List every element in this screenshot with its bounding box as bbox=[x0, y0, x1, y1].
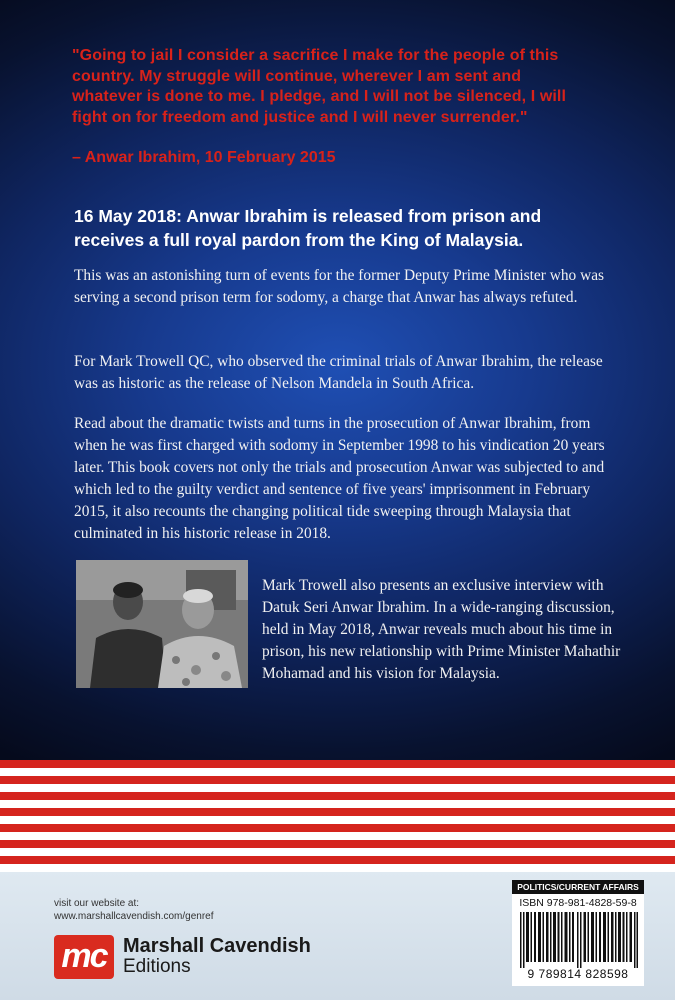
website-url: www.marshallcavendish.com/genref bbox=[54, 911, 214, 922]
headline: 16 May 2018: Anwar Ibrahim is released from prison and receives a full royal pardon from the King of Malaysia. bbox=[74, 206, 542, 250]
logo-mark: mc bbox=[61, 937, 107, 975]
blurb-paragraph: Read about the dramatic twists and turns in the prosecution of Anwar Ibrahim, from when he was first charged with sodomy in September 1998 to his vindication 20 years later. This book covers not only the trials and prosecution Anwar was subjected to and which led to the guilty verdict and sentence of five years' imprisonment in February 2015, it also recounts the changing political tide sweeping through Malaysia that culminated in his historic release in 2018. bbox=[74, 415, 605, 542]
category-label: POLITICS/CURRENT AFFAIRS bbox=[512, 880, 644, 894]
blurb-paragraph: For Mark Trowell QC, who observed the criminal trials of Anwar Ibrahim, the release was as historic as the release of Nelson Mandela in South Africa. bbox=[74, 353, 603, 392]
author-photo bbox=[76, 560, 248, 688]
ean-number: 9 789814 828598 bbox=[527, 967, 629, 981]
quote-attribution: – Anwar Ibrahim, 10 February 2015 bbox=[72, 149, 336, 166]
flag-stripes bbox=[0, 760, 675, 872]
barcode-panel bbox=[512, 880, 644, 986]
pull-quote: "Going to jail I consider a sacrifice I make for the people of this country. My struggle will continue, wherever I am sent and whatever is done to me. I pledge, and I will not be silenced, I will fight on for freedom and justice and I will never surrender." bbox=[72, 47, 567, 126]
publisher-imprint: Editions bbox=[123, 956, 191, 977]
blurb-paragraph: This was an astonishing turn of events for the former Deputy Prime Minister who was serving a second prison term for sodomy, a charge that Anwar has always refuted. bbox=[74, 267, 605, 306]
publisher-logo bbox=[54, 935, 114, 979]
website-label: visit our website at: bbox=[54, 898, 140, 909]
publisher-name: Marshall Cavendish bbox=[123, 935, 311, 957]
barcode-icon bbox=[520, 912, 638, 968]
blurb-paragraph: Mark Trowell also presents an exclusive interview with Datuk Seri Anwar Ibrahim. In a wide-ranging discussion, held in May 2018, Anwar reveals much about his time in prison, his new relationship with Prime Minister Mahathir Mohamad and his vision for Malaysia. bbox=[262, 577, 621, 682]
website-info bbox=[54, 897, 214, 923]
photo-illustration bbox=[76, 560, 248, 688]
isbn-text: ISBN 978-981-4828-59-8 bbox=[519, 897, 637, 909]
